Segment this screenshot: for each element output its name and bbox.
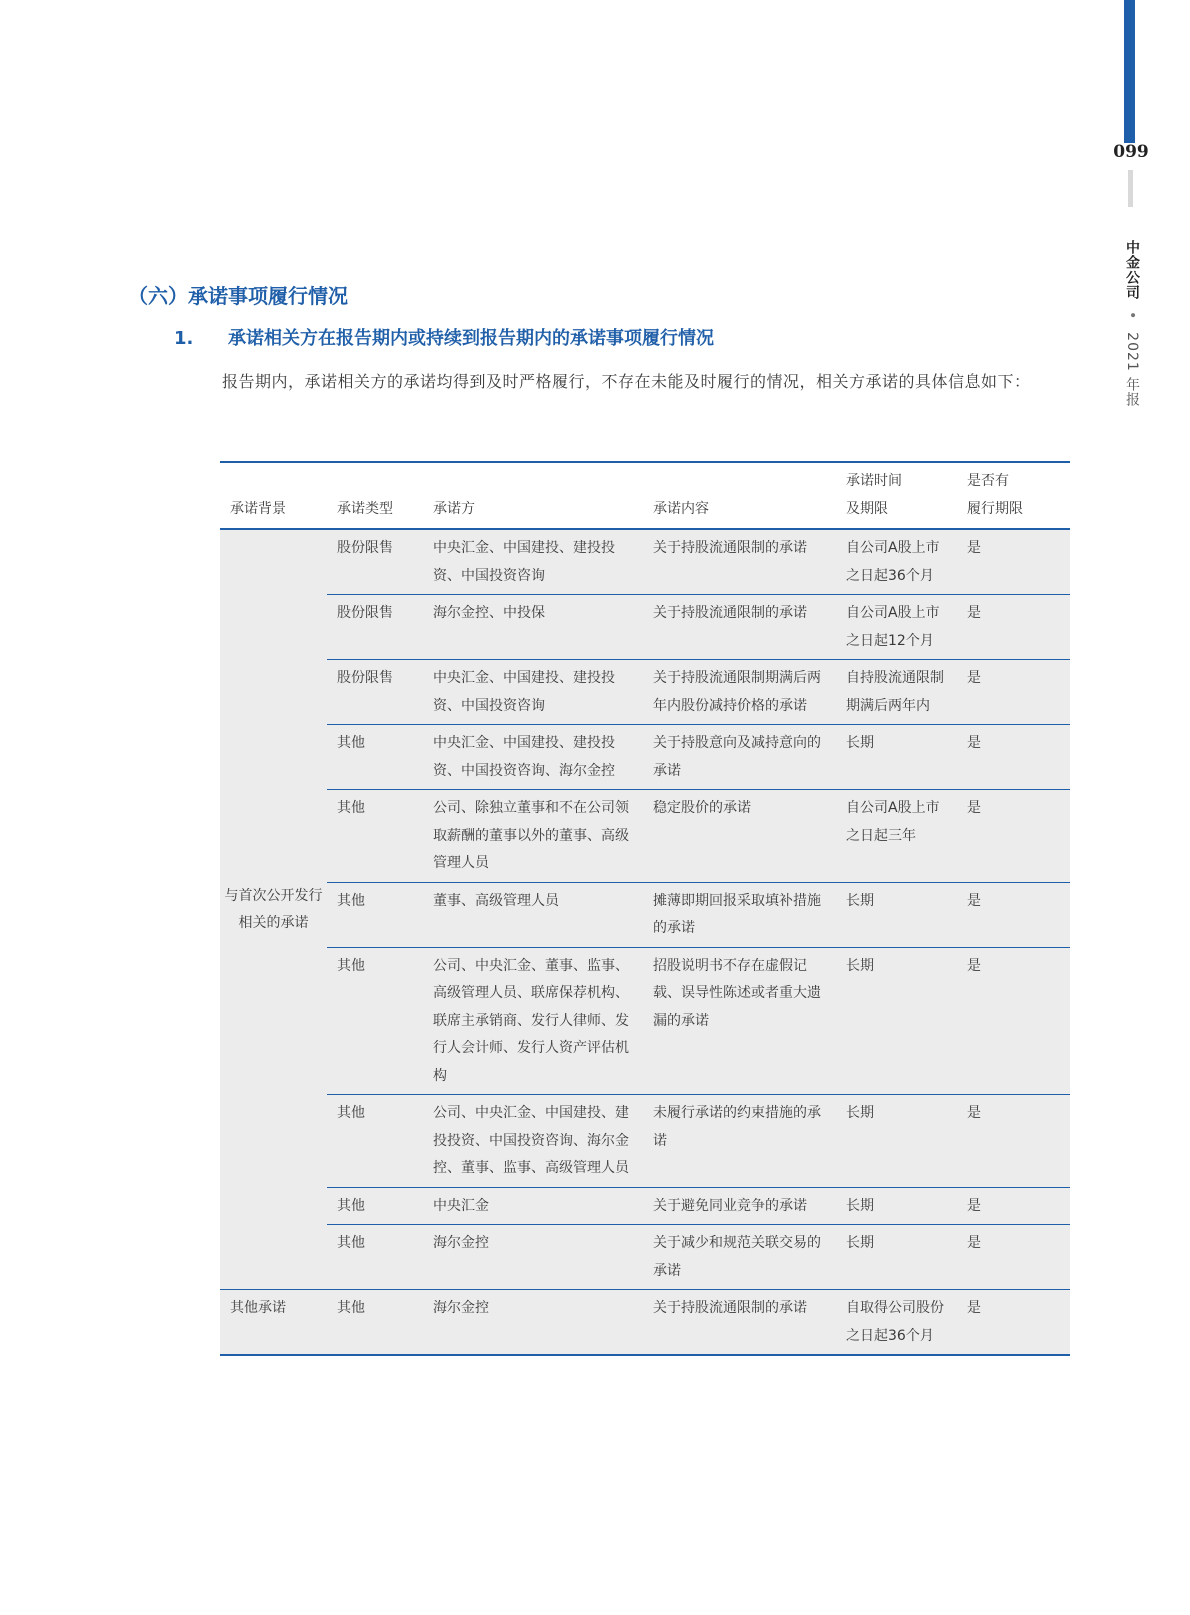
header-party: 承诺方 — [433, 500, 475, 517]
table-row — [220, 1187, 1070, 1225]
cell-party: 中央汇金、中国建投、建投投资、中国投资咨询、海尔金控 — [433, 735, 615, 779]
cell-term: 自公司A股上市之日起12个月 — [846, 605, 940, 649]
cell-content: 稳定股价的承诺 — [653, 800, 751, 816]
cell-content: 招股说明书不存在虚假记载、误导性陈述或者重大遗漏的承诺 — [653, 957, 821, 1029]
cell-fulfill: 是 — [967, 1235, 981, 1251]
cell-content: 关于持股流通限制期满后两年内股份减持价格的承诺 — [653, 670, 821, 714]
cell-fulfill: 是 — [967, 735, 981, 751]
table-row — [220, 947, 1070, 1095]
cell-content: 关于持股流通限制的承诺 — [653, 605, 807, 621]
cell-content: 关于持股流通限制的承诺 — [653, 540, 807, 556]
cell-party: 海尔金控 — [433, 1300, 489, 1316]
cell-fulfill: 是 — [967, 670, 981, 686]
table-row — [220, 660, 1070, 725]
cell-term: 长期 — [846, 1197, 874, 1214]
cell-type: 其他 — [337, 1105, 365, 1121]
cell-fulfill: 是 — [967, 957, 981, 974]
cell-party: 中央汇金 — [433, 1197, 489, 1214]
cell-type: 其他 — [337, 735, 365, 751]
subsection-heading — [174, 324, 714, 350]
cell-content: 关于减少和规范关联交易的承诺 — [653, 1235, 821, 1279]
header-background: 承诺背景 — [230, 500, 286, 517]
cell-type: 其他 — [337, 957, 365, 974]
separator-dot: • — [1124, 311, 1140, 321]
company-name: 中金公司 — [1124, 240, 1140, 300]
cell-term: 自取得公司股份之日起36个月 — [846, 1300, 944, 1344]
commitments-table-wrapper — [220, 461, 1070, 1356]
cell-content: 未履行承诺的约束措施的承诺 — [653, 1105, 821, 1149]
header-fulfill: 是否有 履行期限 — [967, 473, 1023, 517]
cell-term: 自公司A股上市之日起三年 — [846, 800, 940, 844]
cell-party: 中央汇金、中国建投、建投投资、中国投资咨询 — [433, 540, 615, 584]
cell-party: 公司、中央汇金、董事、监事、高级管理人员、联席保荐机构、联席主承销商、发行人律师、发行人会计师、发行人资产评估机构 — [433, 957, 629, 1084]
cell-party: 海尔金控 — [433, 1235, 489, 1251]
cell-party: 海尔金控、中投保 — [433, 605, 545, 621]
cell-type: 其他 — [337, 800, 365, 816]
cell-term: 长期 — [846, 735, 874, 751]
cell-term: 自持股流通限制期满后两年内 — [846, 670, 944, 714]
cell-term: 长期 — [846, 892, 874, 909]
table-row — [220, 1290, 1070, 1356]
cell-party: 公司、除独立董事和不在公司领取薪酬的董事以外的董事、高级管理人员 — [433, 800, 629, 871]
table-row — [220, 595, 1070, 660]
cell-party: 董事、高级管理人员 — [433, 892, 559, 909]
cell-fulfill: 是 — [967, 800, 981, 816]
cell-type: 股份限售 — [337, 605, 393, 621]
header-type: 承诺类型 — [337, 500, 393, 517]
cell-type: 股份限售 — [337, 670, 393, 686]
commitments-table — [220, 461, 1070, 1356]
cell-fulfill: 是 — [967, 540, 981, 556]
cell-term: 长期 — [846, 957, 874, 974]
intro-paragraph: 报告期内，承诺相关方的承诺均得到及时严格履行，不存在未能及时履行的情况，相关方承诺的具体信息如下： — [222, 372, 1031, 391]
cell-fulfill: 是 — [967, 1197, 981, 1214]
cell-term: 自公司A股上市之日起36个月 — [846, 540, 940, 584]
table-row — [220, 790, 1070, 883]
cell-term: 长期 — [846, 1105, 874, 1121]
subsection-number: 1. — [174, 328, 194, 349]
cell-content: 关于持股流通限制的承诺 — [653, 1300, 807, 1316]
table-row — [220, 725, 1070, 790]
page-number: 099 — [1113, 142, 1149, 162]
table-row — [220, 882, 1070, 947]
cell-fulfill: 是 — [967, 1300, 981, 1316]
table-row — [220, 1225, 1070, 1290]
cell-type: 其他 — [337, 1235, 365, 1251]
section-title: （六）承诺事项履行情况 — [128, 284, 348, 308]
table-row — [220, 1095, 1070, 1188]
cell-content: 关于持股意向及减持意向的承诺 — [653, 735, 821, 779]
table-row — [220, 529, 1070, 595]
report-name: 2021 年报 — [1124, 332, 1140, 408]
cell-content: 关于避免同业竞争的承诺 — [653, 1197, 807, 1214]
cell-fulfill: 是 — [967, 1105, 981, 1121]
table-header-row — [220, 462, 1070, 529]
cell-fulfill: 是 — [967, 892, 981, 909]
cell-type: 其他 — [337, 1197, 365, 1214]
side-divider-bar — [1128, 170, 1133, 207]
cell-type: 其他 — [337, 1300, 365, 1316]
header-term: 承诺时间 及期限 — [846, 473, 902, 517]
group-other: 其他承诺 — [230, 1300, 286, 1316]
vertical-brand — [1120, 240, 1144, 407]
cell-content: 摊薄即期回报采取填补措施的承诺 — [653, 892, 821, 936]
cell-fulfill: 是 — [967, 605, 981, 621]
cell-type: 其他 — [337, 892, 365, 909]
cell-party: 中央汇金、中国建投、建投投资、中国投资咨询 — [433, 670, 615, 714]
side-accent-bar — [1124, 0, 1135, 143]
group-ipo: 与首次公开发行 相关的承诺 — [224, 887, 323, 931]
cell-type: 股份限售 — [337, 540, 393, 556]
subsection-title: 承诺相关方在报告期内或持续到报告期内的承诺事项履行情况 — [228, 328, 714, 349]
header-content: 承诺内容 — [653, 500, 709, 517]
cell-term: 长期 — [846, 1235, 874, 1251]
cell-party: 公司、中央汇金、中国建投、建投投资、中国投资咨询、海尔金控、董事、监事、高级管理人员 — [433, 1105, 629, 1176]
